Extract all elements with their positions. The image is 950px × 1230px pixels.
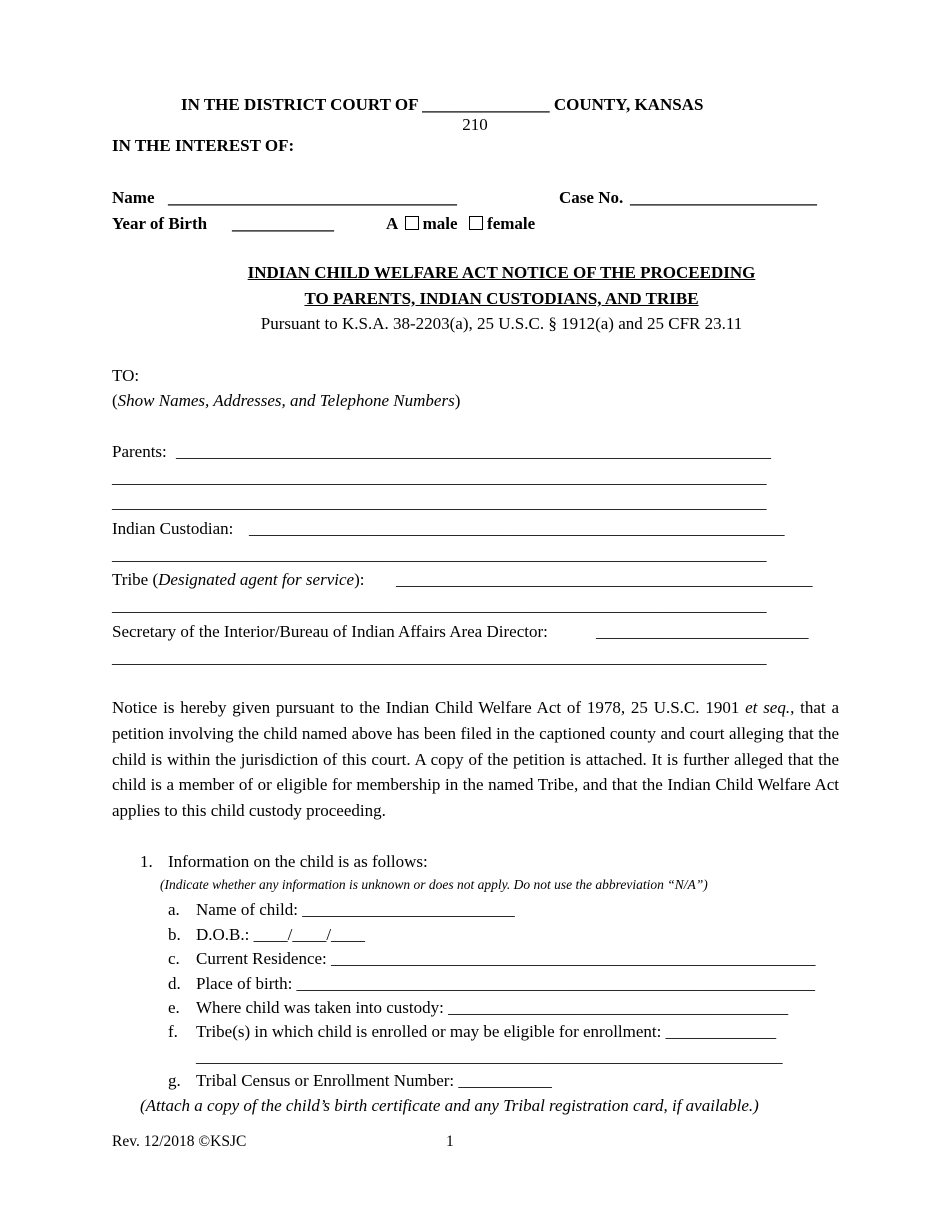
court-suffix: COUNTY, KANSAS: [553, 95, 704, 114]
form-title-line2: TO PARENTS, INDIAN CUSTODIANS, AND TRIBE: [304, 289, 699, 308]
male-label: male: [422, 214, 458, 233]
sub-item-letter: e.: [168, 998, 180, 1017]
secretary-label: Secretary of the Interior/Bureau of Indian Affairs Area Director:: [112, 622, 548, 641]
indian-custodian-field[interactable]: _______________________________________________________________: [249, 519, 785, 538]
item1-note: (Indicate whether any information is unknown or does not apply. Do not use the abbreviation “N/A”): [160, 877, 708, 892]
name-field[interactable]: __________________________________: [168, 188, 457, 207]
tribe-label: Tribe (Designated agent for service):: [112, 570, 365, 589]
parents-field-line3[interactable]: _____________________________________________________________________________: [112, 493, 767, 512]
item1-text: Information on the child is as follows:: [168, 852, 428, 871]
sub-item-letter: d.: [168, 974, 181, 993]
female-label: female: [487, 214, 536, 233]
sub-item-letter: b.: [168, 925, 181, 944]
page-header-number: 210: [462, 114, 488, 134]
male-checkbox[interactable]: [405, 216, 419, 230]
secretary-field-line2[interactable]: _____________________________________________________________________________: [112, 648, 767, 667]
dob-field[interactable]: D.O.B.: ____/____/____: [196, 925, 366, 944]
indian-custodian-field-line2[interactable]: _____________________________________________________________________________: [112, 545, 767, 564]
show-names-instruction: (Show Names, Addresses, and Telephone Numbers): [112, 391, 461, 410]
case-number-label: Case No.: [559, 188, 624, 207]
court-prefix: IN THE DISTRICT COURT OF: [181, 95, 418, 114]
form-title-line1: INDIAN CHILD WELFARE ACT NOTICE OF THE PROCEEDING: [247, 263, 756, 282]
female-checkbox[interactable]: [469, 216, 483, 230]
sex-selector: [386, 214, 535, 234]
name-of-child-field[interactable]: Name of child: _________________________: [196, 900, 515, 919]
interest-of-label: IN THE INTEREST OF:: [112, 136, 295, 155]
notice-paragraph: Notice is hereby given pursuant to the Indian Child Welfare Act of 1978, 25 U.S.C. 1901 et seq., that a petition involving the child named above has been filed in the captioned county and court alleging that the child is within the jurisdiction of this court. A copy of the petition is attached. It is further alleged that the child is a member of or eligible for membership in the named Tribe, and that the Indian Child Welfare Act applies to this child custody proceeding.: [112, 698, 839, 821]
item1-number: 1.: [140, 852, 153, 871]
case-number-field[interactable]: ______________________: [630, 188, 817, 207]
pursuant-line: Pursuant to K.S.A. 38-2203(a), 25 U.S.C. § 1912(a) and 25 CFR 23.11: [260, 314, 743, 333]
place-of-birth-field[interactable]: Place of birth: _____________________________________________________________: [196, 974, 816, 993]
attach-note: (Attach a copy of the child’s birth certificate and any Tribal registration card, if available.): [140, 1096, 759, 1115]
tribe-field-line2[interactable]: _____________________________________________________________________________: [112, 596, 767, 615]
year-of-birth-label: Year of Birth: [112, 214, 208, 233]
tribe-field[interactable]: _________________________________________________: [396, 570, 813, 589]
sub-item-letter: c.: [168, 949, 180, 968]
footer-page-number: 1: [446, 1133, 454, 1150]
parents-field[interactable]: ______________________________________________________________________: [176, 442, 771, 461]
sex-prefix: A: [386, 214, 398, 233]
indian-custodian-label: Indian Custodian:: [112, 519, 234, 538]
secretary-field[interactable]: _________________________: [596, 622, 809, 641]
sub-item-letter: a.: [168, 900, 180, 919]
court-heading: [181, 95, 703, 115]
sub-item-letter: g.: [168, 1071, 181, 1090]
current-residence-field[interactable]: Current Residence: _________________________________________________________: [196, 949, 816, 968]
custody-location-field[interactable]: Where child was taken into custody: ________________________________________: [196, 998, 789, 1017]
name-label: Name: [112, 188, 155, 207]
tribe-enrollment-field-line2[interactable]: _____________________________________________________________________: [196, 1047, 783, 1066]
parents-label: Parents:: [112, 442, 167, 461]
year-of-birth-field[interactable]: ____________: [232, 214, 334, 233]
sub-item-letter: f.: [168, 1022, 178, 1041]
tribe-enrollment-field[interactable]: Tribe(s) in which child is enrolled or may be eligible for enrollment: _____________: [196, 1022, 777, 1041]
county-blank[interactable]: _______________: [422, 95, 550, 114]
parents-field-line2[interactable]: _____________________________________________________________________________: [112, 468, 767, 487]
to-label: TO:: [112, 366, 140, 385]
enrollment-number-field[interactable]: Tribal Census or Enrollment Number: ___________: [196, 1071, 552, 1090]
footer-revision: Rev. 12/2018 ©KSJC: [112, 1133, 247, 1150]
